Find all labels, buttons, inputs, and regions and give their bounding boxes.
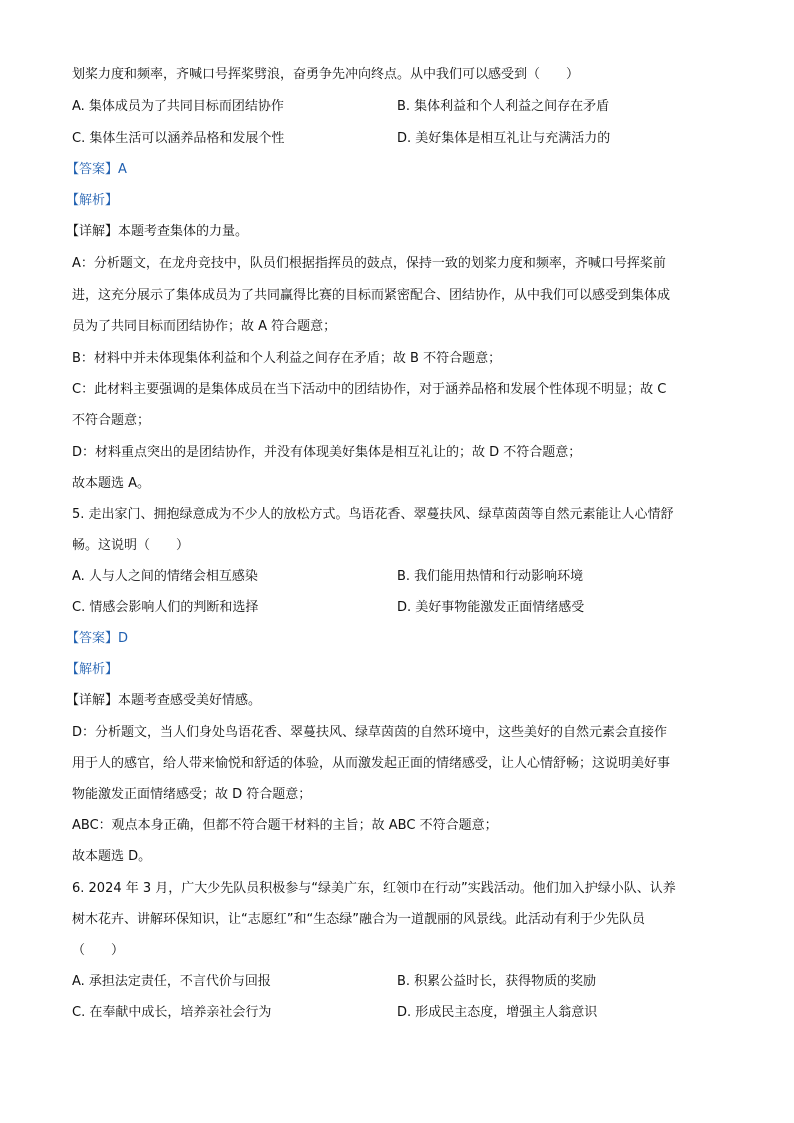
q5-conclusion: 故本题选 D。 <box>72 849 152 864</box>
q5-analysis-line: D：分析题文，当人们身处鸟语花香、翠蔓扶风、绿草茵茵的自然环境中，这些美好的自然元素会直接作 <box>72 725 668 740</box>
q5-option-b: B. 我们能用热情和行动影响环境 <box>397 569 584 584</box>
q4-analysis-label: 【解析】 <box>66 193 119 208</box>
q4-analysis-line: 员为了共同目标而团结协作；故 A 符合题意； <box>72 319 337 334</box>
q6-option-a: A. 承担法定责任，不言代价与回报 <box>72 974 271 989</box>
q4-option-a: A. 集体成员为了共同目标而团结协作 <box>72 99 284 114</box>
q4-analysis-line: 进，这充分展示了集体成员为了共同赢得比赛的目标而紧密配合、团结协作，从中我们可以感受到集体成 <box>72 288 671 303</box>
q6-stem-line: 树木花卉、讲解环保知识，让“志愿红”和“生态绿”融合为一道靓丽的风景线。此活动有利于少先队员 <box>72 912 645 927</box>
q4-analysis-line: A：分析题文，在龙舟竞技中，队员们根据指挥员的鼓点，保持一致的划桨力度和频率，齐喊口号挥桨前 <box>72 256 666 271</box>
q5-stem-line: 畅。这说明（ ） <box>72 538 190 553</box>
q4-stem-tail: 划桨力度和频率，齐喊口号挥桨劈浪，奋勇争先冲向终点。从中我们可以感受到（ ） <box>72 67 580 82</box>
q6-option-b: B. 积累公益时长，获得物质的奖励 <box>397 974 597 989</box>
q4-analysis-line: B：材料中并未体现集体利益和个人利益之间存在矛盾；故 B 不符合题意； <box>72 351 502 366</box>
q6-stem-line: （ ） <box>72 943 125 958</box>
q4-conclusion: 故本题选 A。 <box>72 476 151 491</box>
q5-analysis-line: ABC：观点本身正确，但都不符合题干材料的主旨；故 ABC 不符合题意； <box>72 818 498 833</box>
q5-analysis-line: 用于人的感官，给人带来愉悦和舒适的体验，从而激发起正面的情绪感受，让人心情舒畅；这说明美好事 <box>72 756 671 771</box>
q4-answer: 【答案】A <box>66 162 127 177</box>
q6-option-d: D. 形成民主态度，增强主人翁意识 <box>397 1005 598 1020</box>
q5-option-d: D. 美好事物能激发正面情绪感受 <box>397 600 585 615</box>
q5-stem-line: 5. 走出家门、拥抱绿意成为不少人的放松方式。鸟语花香、翠蔓扶风、绿草茵茵等自然元素能让人心情舒 <box>72 507 674 522</box>
q5-analysis-label: 【解析】 <box>66 662 119 677</box>
q4-analysis-line: 不符合题意； <box>72 413 151 428</box>
q4-option-c: C. 集体生活可以涵养品格和发展个性 <box>72 131 285 146</box>
q5-detail: 【详解】本题考查感受美好情感。 <box>66 693 262 708</box>
q4-detail: 【详解】本题考查集体的力量。 <box>66 224 249 239</box>
q4-analysis-line: C：此材料主要强调的是集体成员在当下活动中的团结协作，对于涵养品格和发展个性体现不明显；故 C <box>72 382 667 397</box>
q4-option-d: D. 美好集体是相互礼让与充满活力的 <box>397 131 611 146</box>
q5-answer: 【答案】D <box>66 631 129 646</box>
q6-stem-line: 6. 2024 年 3 月，广大少先队员积极参与“绿美广东，红领巾在行动”实践活动。他们加入护绿小队、认养 <box>72 881 676 896</box>
q6-option-c: C. 在奉献中成长，培养亲社会行为 <box>72 1005 272 1020</box>
q4-analysis-line: D：材料重点突出的是团结协作，并没有体现美好集体是相互礼让的；故 D 不符合题意； <box>72 445 582 460</box>
q5-analysis-line: 物能激发正面情绪感受；故 D 符合题意； <box>72 787 312 802</box>
q4-option-b: B. 集体利益和个人利益之间存在矛盾 <box>397 99 610 114</box>
q5-option-a: A. 人与人之间的情绪会相互感染 <box>72 569 258 584</box>
q5-option-c: C. 情感会影响人们的判断和选择 <box>72 600 259 615</box>
